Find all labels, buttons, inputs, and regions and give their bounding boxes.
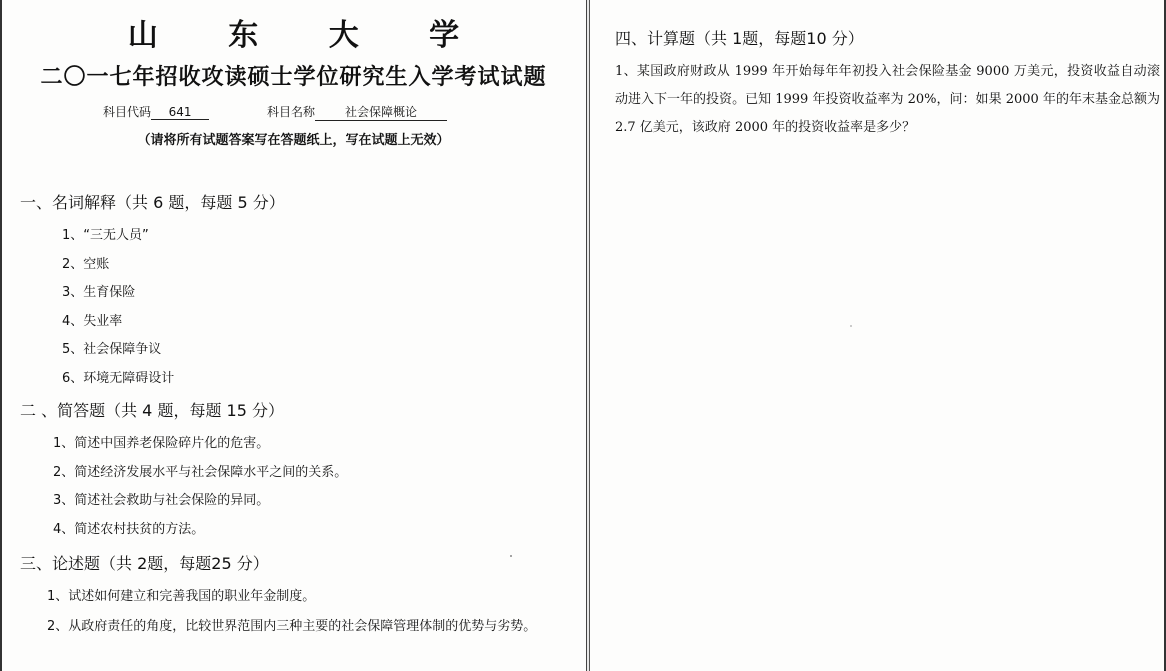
- section-heading-short-answer: 二 、简答题（共 4 题，每题 15 分）: [20, 401, 284, 420]
- scan-speck: [510, 555, 512, 557]
- calculation-question: 1、某国政府财政从 1999 年开始每年年初投入社会保险基金 9000 万美元，投资收益自动滚动进入下一年的投资。已知 1999 年投资收益率为 20%，问：如果 2000 年的年末基金总额为 2.7 亿美元，该政府 2000 年的投资收益率是多少？: [615, 64, 1160, 135]
- list-item: 1、试述如何建立和完善我国的职业年金制度。: [47, 589, 316, 604]
- answer-notice: （请将所有试题答案写在答题纸上，写在试题上无效）: [137, 133, 450, 148]
- list-item: 2、空账: [62, 257, 110, 272]
- section-heading-calculation: 四、计算题（共 1题，每题10 分）: [615, 29, 864, 48]
- list-item: 6、环境无障碍设计: [62, 371, 175, 386]
- list-item: 4、简述农村扶贫的方法。: [53, 522, 205, 537]
- list-item: 2、简述经济发展水平与社会保障水平之间的关系。: [53, 465, 348, 480]
- list-item: 3、生育保险: [62, 285, 136, 300]
- scan-speck: [850, 325, 852, 327]
- subject-code-label: 科目代码: [103, 105, 152, 119]
- subject-code-value: 641: [151, 105, 209, 120]
- university-title: 山 东 大 学: [127, 18, 490, 53]
- list-item: 5、社会保障争议: [62, 342, 162, 357]
- subject-name-value: 社会保障概论: [315, 103, 447, 121]
- section-heading-definitions: 一、名词解释（共 6 题，每题 5 分）: [20, 193, 285, 212]
- subject-meta-row: [103, 103, 447, 121]
- list-item: 1、“三无人员”: [62, 228, 149, 243]
- list-item: 3、简述社会救助与社会保险的异同。: [53, 493, 270, 508]
- list-item: 2、从政府责任的角度，比较世界范围内三种主要的社会保障管理体制的优势与劣势。: [47, 619, 537, 634]
- section-heading-essay: 三、论述题（共 2题，每题25 分）: [20, 554, 269, 573]
- list-item: 4、失业率: [62, 314, 123, 329]
- exam-title: 二〇一七年招收攻读硕士学位研究生入学考试试题: [40, 65, 547, 90]
- subject-name-label: 科目名称: [267, 105, 316, 119]
- list-item: 1、简述中国养老保险碎片化的危害。: [53, 436, 270, 451]
